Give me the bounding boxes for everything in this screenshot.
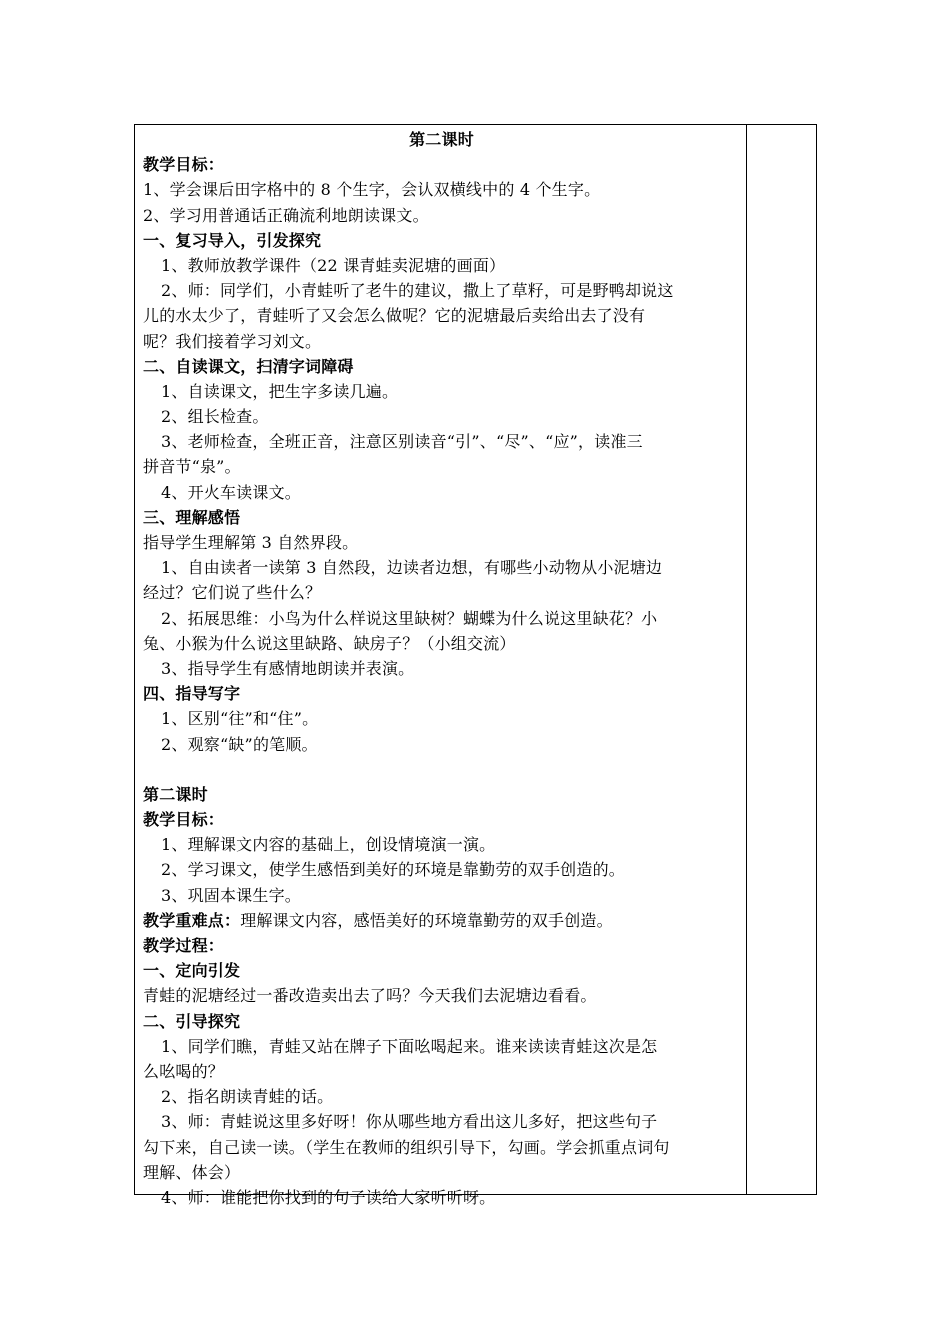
lesson2-section2-item: 1、同学们瞧，青蛙又站在牌子下面吆喝起来。谁来读读青蛙这次是怎 <box>161 1036 658 1056</box>
lesson1-section3-heading: 三、理解感悟 <box>143 507 241 527</box>
lesson1-section2-item: 3、老师检查，全班正音，注意区别读音“引”、“尽”、“应”，读准三 <box>161 432 643 452</box>
lesson-content-cell <box>135 125 747 1207</box>
lesson1-objective: 2、学习用普通话正确流利地朗读课文。 <box>143 205 429 225</box>
section-spacer <box>143 757 740 782</box>
lesson2-title: 第二课时 <box>143 784 208 804</box>
lesson2-section1-heading: 一、定向引发 <box>143 961 241 981</box>
notes-cell <box>747 125 816 1194</box>
lesson2-key-points <box>143 908 740 933</box>
lesson2-section2-item: 4、师：谁能把你找到的句子读给大家听听呀。 <box>161 1187 496 1207</box>
lesson2-section2-heading: 二、引导探究 <box>143 1011 241 1031</box>
lesson1-section2-heading: 二、自读课文，扫清字词障碍 <box>143 356 354 376</box>
lesson1-section4-item: 2、观察“缺”的笔顺。 <box>161 734 318 754</box>
key-points-label: 教学重难点： <box>143 910 241 930</box>
lesson2-section2-item: 3、师：青蛙说这里多好呀！你从哪些地方看出这儿多好，把这些句子 <box>161 1112 658 1132</box>
lesson2-process-heading: 教学过程： <box>143 936 225 955</box>
lesson1-section4-heading: 四、指导写字 <box>143 684 241 704</box>
key-points-text: 理解课文内容，感悟美好的环境靠勤劳的双手创造。 <box>240 910 613 930</box>
lesson2-objective: 1、理解课文内容的基础上，创设情境演一演。 <box>161 835 496 855</box>
lesson1-section1-heading: 一、复习导入，引发探究 <box>143 230 322 250</box>
lesson2-section2-item: 2、指名朗读青蛙的话。 <box>161 1087 334 1107</box>
lesson2-objective: 3、巩固本课生字。 <box>161 885 301 905</box>
lesson1-section2-item: 拼音节“泉”。 <box>143 457 241 477</box>
lesson1-section3-item: 兔、小猴为什么说这里缺路、缺房子？（小组交流） <box>143 633 516 653</box>
lesson1-section3-item: 1、自由读者一读第 3 自然段，边读者边想，有哪些小动物从小泥塘边 <box>161 558 663 578</box>
lesson2-objective: 2、学习课文，使学生感悟到美好的环境是靠勤劳的双手创造的。 <box>161 860 625 880</box>
lesson-plan-table <box>134 124 817 1207</box>
lesson1-section3-item: 经过？它们说了些什么？ <box>143 583 322 603</box>
lesson1-section2-item: 4、开火车读课文。 <box>161 482 301 502</box>
lesson2-section2-item: 理解、体会） <box>143 1162 241 1182</box>
lesson1-section4-item: 1、区别“往”和“住”。 <box>161 709 319 729</box>
lesson2-section2-item: 么吆喝的？ <box>143 1061 225 1081</box>
lesson1-section3-item: 2、拓展思维：小鸟为什么样说这里缺树？蝴蝶为什么说这里缺花？小 <box>161 608 658 628</box>
lesson1-title: 第二课时 <box>409 130 474 149</box>
lesson1-objectives-heading: 教学目标： <box>143 155 225 175</box>
lesson1-section2-item: 2、组长检查。 <box>161 407 269 427</box>
lesson2-section1-text: 青蛙的泥塘经过一番改造卖出去了吗？今天我们去泥塘边看看。 <box>143 986 597 1006</box>
lesson1-section3-item: 3、指导学生有感情地朗读并表演。 <box>161 658 415 678</box>
lesson1-section1-item: 呢？我们接着学习刘文。 <box>143 331 322 351</box>
lesson2-objectives-heading: 教学目标： <box>143 810 225 830</box>
lesson1-section1-item: 1、教师放教学课件（22 课青蛙卖泥塘的画面） <box>161 255 506 275</box>
lesson1-section3-intro: 指导学生理解第 3 自然界段。 <box>143 533 359 552</box>
lesson1-section2-item: 1、自读课文，把生字多读几遍。 <box>161 381 399 401</box>
lesson1-objective: 1、学会课后田字格中的 8 个生字，会认双横线中的 4 个生字。 <box>143 180 601 200</box>
lesson1-section1-item: 2、师：同学们，小青蛙听了老牛的建议，撒上了草籽，可是野鸭却说这 <box>161 281 674 301</box>
lesson2-section2-item: 勾下来，自己读一读。（学生在教师的组织引导下，勾画。学会抓重点词句 <box>143 1137 670 1157</box>
lesson1-section1-item: 儿的水太少了，青蛙听了又会怎么做呢？它的泥塘最后卖给出去了没有 <box>143 306 646 326</box>
